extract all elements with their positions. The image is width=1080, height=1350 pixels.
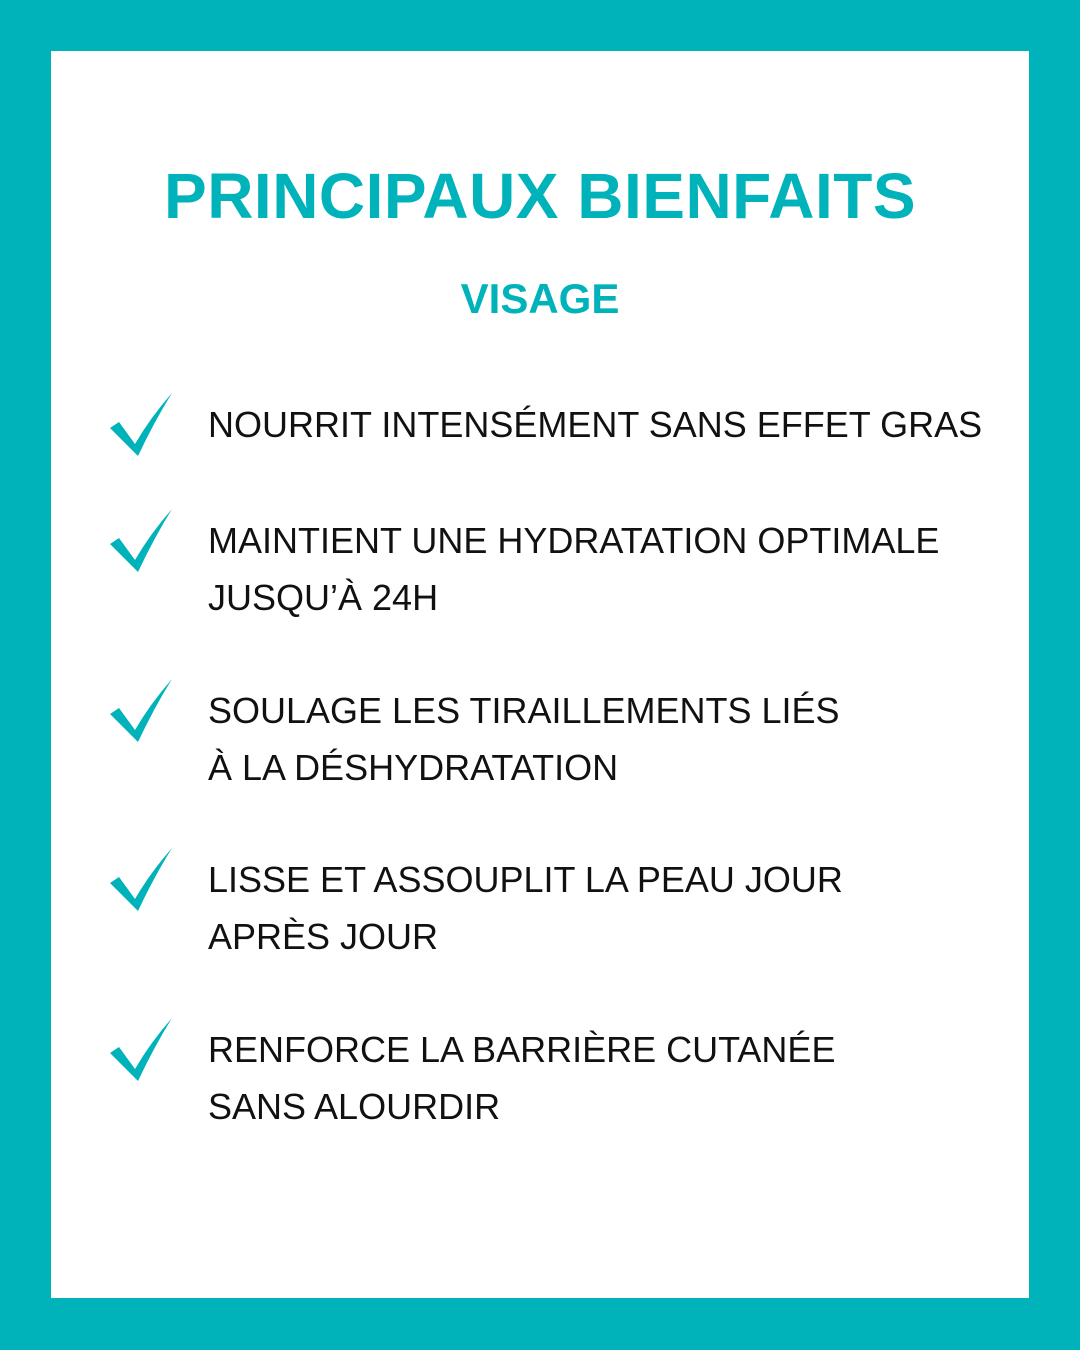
checkmark-icon <box>108 508 174 574</box>
benefit-line: À LA DÉSHYDRATATION <box>208 747 619 788</box>
benefit-text <box>208 396 1008 453</box>
benefit-line: LISSE ET ASSOUPLIT LA PEAU JOUR <box>208 859 843 900</box>
benefit-text <box>208 682 1008 796</box>
checkmark-icon <box>108 392 174 458</box>
benefit-text <box>208 512 1008 626</box>
checkmark-icon <box>108 678 174 744</box>
benefit-line: JUSQU’À 24H <box>208 577 439 618</box>
checkmark-icon <box>108 847 174 913</box>
benefit-line: APRÈS JOUR <box>208 916 439 957</box>
benefit-text <box>208 851 1008 965</box>
benefit-line: SOULAGE LES TIRAILLEMENTS LIÉS <box>208 690 840 731</box>
checkmark-icon <box>108 1017 174 1083</box>
page-title: PRINCIPAUX BIENFAITS <box>164 160 916 232</box>
benefit-line: NOURRIT INTENSÉMENT SANS EFFET GRAS <box>208 404 983 445</box>
benefit-line: RENFORCE LA BARRIÈRE CUTANÉE <box>208 1029 836 1070</box>
page-subtitle: VISAGE <box>460 275 620 322</box>
benefit-text <box>208 1021 1008 1135</box>
benefit-line: SANS ALOURDIR <box>208 1086 501 1127</box>
benefit-line: MAINTIENT UNE HYDRATATION OPTIMALE <box>208 520 940 561</box>
